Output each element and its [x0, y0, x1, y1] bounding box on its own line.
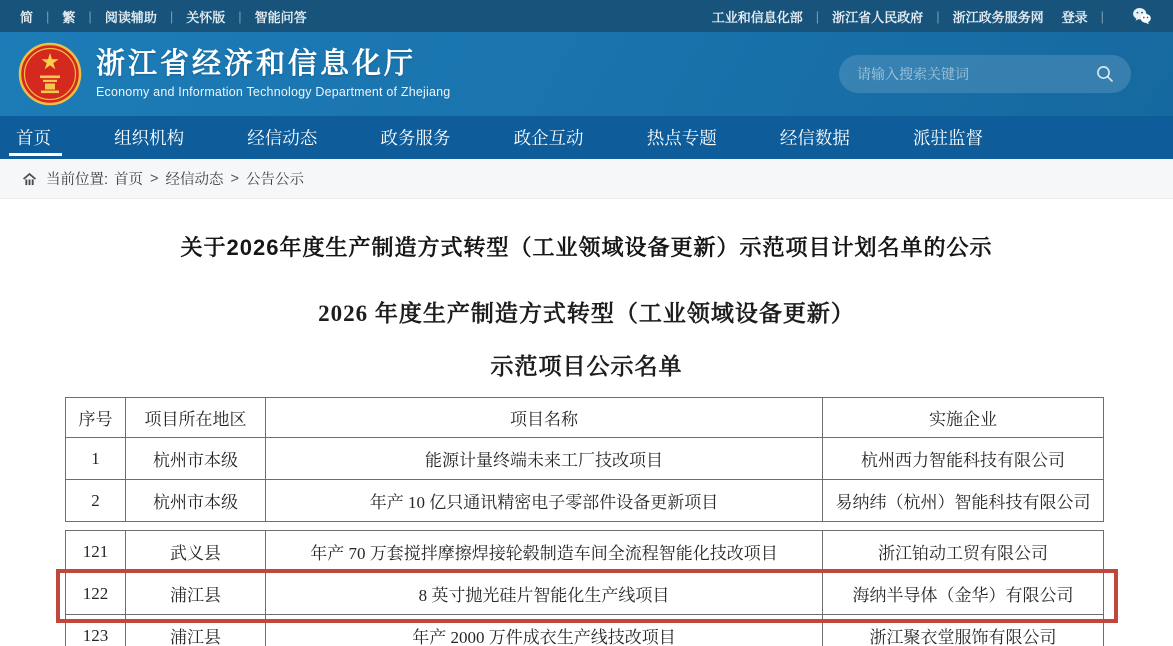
reading-aid-link[interactable]: 阅读辅助: [104, 9, 157, 25]
cell-company: 易纳纬（杭州）智能科技有限公司: [823, 480, 1104, 522]
breadcrumb-prefix: 当前位置:: [46, 172, 109, 188]
breadcrumb-announcements[interactable]: 公告公示: [245, 172, 304, 188]
breadcrumb-home[interactable]: 首页: [114, 172, 144, 188]
cell-company: 海纳半导体（金华）有限公司: [823, 573, 1104, 615]
nav-item-organization[interactable]: 组织机构: [114, 128, 185, 148]
cell-project: 8 英寸抛光硅片智能化生产线项目: [266, 573, 823, 615]
cell-no: 123: [66, 615, 126, 646]
cell-no: 1: [66, 438, 126, 480]
list-title-line2: 示范项目公示名单: [490, 354, 683, 379]
table-row: [66, 480, 1104, 522]
nav-item-home[interactable]: 首页: [16, 116, 51, 159]
search-icon[interactable]: [1095, 63, 1117, 85]
col-header-company: 实施企业: [823, 398, 1104, 438]
table-row: [66, 531, 1104, 573]
home-icon: [22, 172, 37, 186]
cell-project: 能源计量终端未来工厂技改项目: [266, 438, 823, 480]
cell-project: 年产 70 万套搅拌摩擦焊接轮毂制造车间全流程智能化技改项目: [266, 531, 823, 573]
col-header-no: 序号: [66, 398, 126, 438]
divider: |: [936, 8, 940, 24]
top-utility-bar: [0, 0, 1173, 32]
nav-item-supervision[interactable]: 派驻监督: [912, 128, 983, 148]
cell-company: 浙江聚衣堂服饰有限公司: [823, 615, 1104, 646]
divider: |: [88, 8, 92, 24]
search-input[interactable]: [857, 66, 1095, 82]
nav-item-hot-topics[interactable]: 热点专题: [646, 128, 717, 148]
divider: |: [238, 8, 242, 24]
table-row: [66, 615, 1104, 646]
breadcrumb-news[interactable]: 经信动态: [165, 172, 224, 188]
breadcrumb-separator: >: [230, 170, 239, 187]
divider: |: [169, 8, 174, 24]
site-header: [0, 32, 1173, 116]
cell-company: 浙江铂动工贸有限公司: [823, 531, 1104, 573]
cell-project: 年产 10 亿只通讯精密电子零部件设备更新项目: [266, 480, 823, 522]
cell-project: 年产 2000 万件成衣生产线技改项目: [266, 615, 823, 646]
wechat-icon[interactable]: [1131, 5, 1153, 27]
col-header-region: 项目所在地区: [126, 398, 266, 438]
nav-item-data[interactable]: 经信数据: [779, 128, 850, 148]
cell-no: 121: [66, 531, 126, 573]
divider: |: [815, 8, 820, 24]
zj-gov-link[interactable]: 浙江省人民政府: [832, 9, 924, 25]
nav-item-interaction[interactable]: 政企互动: [513, 128, 584, 148]
care-version-link[interactable]: 关怀版: [186, 9, 226, 25]
project-table-top: [65, 397, 1104, 522]
login-button[interactable]: 登录: [1061, 9, 1088, 25]
table-header-row: [66, 398, 1104, 438]
page-title: 关于2026年度生产制造方式转型（工业领域设备更新）示范项目计划名单的公示: [180, 235, 993, 260]
divider: |: [46, 8, 50, 24]
lang-traditional-link[interactable]: 繁: [62, 9, 76, 25]
article-body: [0, 231, 1173, 646]
main-nav: [0, 116, 1173, 159]
cell-region: 浦江县: [126, 573, 266, 615]
cell-company: 杭州西力智能科技有限公司: [823, 438, 1104, 480]
table-row: [66, 438, 1104, 480]
divider: |: [1100, 8, 1104, 24]
nav-item-gov-service[interactable]: 政务服务: [380, 128, 451, 148]
miit-link[interactable]: 工业和信息化部: [711, 9, 803, 25]
project-tables: [65, 397, 1104, 646]
cell-no: 122: [66, 573, 126, 615]
cell-region: 杭州市本级: [126, 480, 266, 522]
nav-item-news[interactable]: 经信动态: [247, 128, 318, 148]
brand-block: [96, 49, 450, 99]
national-emblem-logo[interactable]: [18, 42, 82, 106]
smart-qa-link[interactable]: 智能问答: [254, 9, 307, 25]
breadcrumb: [0, 159, 1173, 199]
project-table-bottom: [65, 530, 1104, 646]
cell-region: 武义县: [126, 531, 266, 573]
cell-no: 2: [66, 480, 126, 522]
site-title: 浙江省经济和信息化厅: [96, 48, 417, 81]
cell-region: 浦江县: [126, 615, 266, 646]
lang-simplified-link[interactable]: 简: [20, 9, 34, 25]
zj-service-net-link[interactable]: 浙江政务服务网: [952, 9, 1044, 25]
list-title-line1: 2026 年度生产制造方式转型（工业领域设备更新）: [318, 301, 855, 326]
cell-region: 杭州市本级: [126, 438, 266, 480]
col-header-project: 项目名称: [266, 398, 823, 438]
search-box: [839, 55, 1131, 93]
site-subtitle: Economy and Information Technology Department of Zhejiang: [96, 84, 451, 99]
table-row-highlighted: [66, 573, 1104, 615]
breadcrumb-separator: >: [150, 170, 159, 187]
